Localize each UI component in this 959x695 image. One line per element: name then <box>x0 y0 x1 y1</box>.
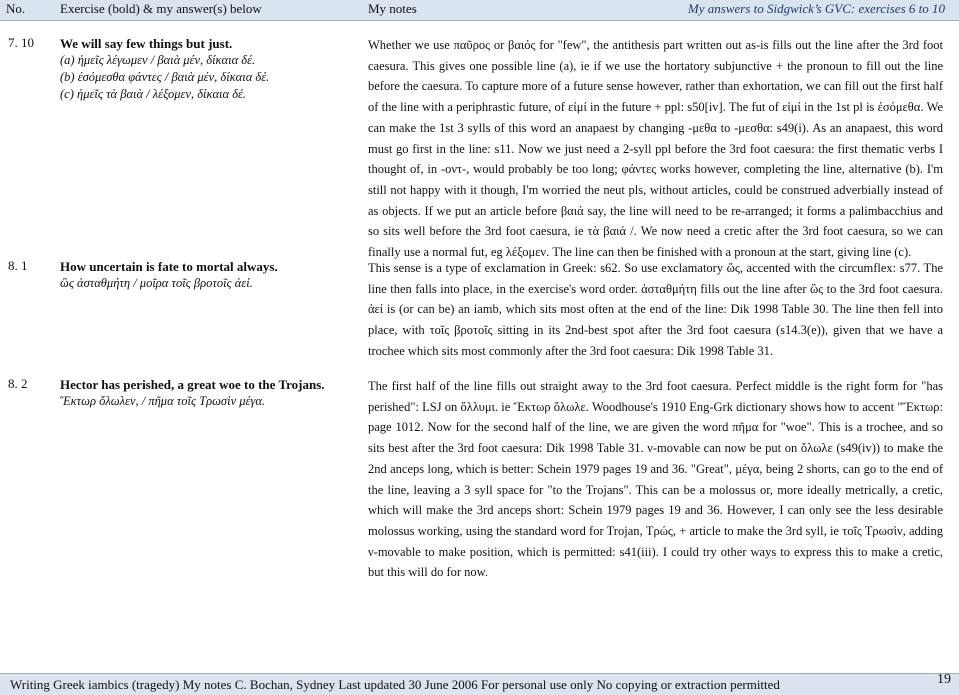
exercise-notes: The first half of the line fills out straight away to the 3rd foot caesura. Perfect middle is the right form for "has perished": LSJ on ὄλλυμι. ie Ἕκτωρ ὄλωλε. Woodhouse's 1910 Eng-Grk dictionary shows how to accent "Ἕκτωρ: page 1012. Now for the second half of the line, we are given the word πῆμα for "woe". This is a trochee, and so sits best after the 3rd foot caesura: Dik 1998 Table 31. ν-movable can now be put on ὄλωλε (s49(iv)) to make the 2nd anceps long, which is better: Schein 1979 pages 19 and 36. "Great", μέγα, being 2 shorts, can go to the end of the line, leaving a 3 syll space for "to the Trojans". This can be a molossus or, more ideally metrically, a cretic, which will make the 3rd anceps short: Schein 1979 pages 19 and 36. However, I can only see the less desirable molossus working, using the standard word for Trojan, Τρώς, + article to make the 3rd syll, ie τοῖς Τρωσὶν, adding ν-movable to make position, which is permitted: s41(iii). I could try other ways to express this to make a cretic, but this will do for now. <box>368 379 943 580</box>
exercise-number: 7. 10 <box>8 35 34 50</box>
answer-c: (c) ἡμεῖς τὰ βαιὰ / λέξομεν, δίκαια δέ. <box>60 87 247 101</box>
exercise-question: Hector has perished, a great woe to the Trojans. <box>60 377 325 392</box>
answer-a: ὣς ἀσταθμήτη / μοῖρα τοῖς βροτοῖς ἀεί. <box>60 276 253 290</box>
page-number: 19 <box>937 672 951 687</box>
footer-text: Writing Greek iambics (tragedy) My notes C. Bochan, Sydney Last updated 30 June 2006 For personal use only No copying or extraction permitted <box>10 677 780 692</box>
header-answers: My answers to Sidgwick’s GVC: exercises 6 to 10 <box>687 1 945 16</box>
exercise-answers <box>60 258 350 292</box>
exercise-notes: This sense is a type of exclamation in Greek: s62. So use exclamatory ὥς, accented with the circumflex: s77. The line then falls into place, in the exercise's word order. ἀσταθμήτη fills out the line after ὣς to the 3rd foot caesura. ἀεί is (or can be) an iamb, which sits most often at the end of the line: Dik 1998 Table 30. The line then fell into place, with τοῖς βροτοῖς sitting in its 2nd-best spot after the 3rd foot caesura (s14.3(e)), given that we have a trochee which sits most commonly after the 3rd foot caesura: Dik 1998 Table 31. <box>368 261 943 358</box>
exercise-answers <box>60 376 350 410</box>
header-exercise: Exercise (bold) & my answer(s) below <box>60 1 262 16</box>
page-header <box>0 0 959 21</box>
answer-b: (b) ἐσόμεσθα φάντες / βαιὰ μέν, δίκαια δέ. <box>60 70 270 84</box>
answer-a: (a) ἡμεῖς λέγωμεν / βαιὰ μέν, δίκαια δέ. <box>60 53 256 67</box>
answer-a: Ἕκτωρ ὄλωλεν, / πῆμα τοῖς Τρωσὶν μέγα. <box>60 394 266 408</box>
header-no: No. <box>6 1 26 16</box>
exercise-number: 8. 1 <box>8 258 28 273</box>
header-notes: My notes <box>368 1 417 16</box>
exercise-question: How uncertain is fate to mortal always. <box>60 259 278 274</box>
exercise-notes: Whether we use παῦρος or βαιός for "few", the antithesis part written out as-is fills out the line after the 3rd foot caesura. This gives one possible line (a), ie if we use the hortatory subjunctive + the pronoun to fill out the line before the caesura. To capture more of a future sense however, rather than exhortation, we can fill out the first half of the line with a periphrastic future, of εἰμί in the future + ppl: s50[iv]. The fut of εἰμί in the 1st pl is ἐσόμεθα. We can make the 1st 3 sylls of this word an anapaest by changing -μεθα to -μεσθα: s49(i). As an anapaest, this word must go first in the line: s11. Now we just need a 2-syll ppl before the 3rd foot caesura: the first thematic verbs I thought of, in -οντ-, would probably be too long; φάντες works however, completing the line, alternative (b). I'm still not happy with it though, I'm worried the neut pls, without articles, could be construed adverbially instead of as objects. If we put an article before βαιά say, the line will need to be re-arranged; it forms a palimbacchius and so sits well before the 3rd foot caesura, ie τὰ βαιά /. We now need a cretic after the 3rd foot caesura, so we can finally use a normal fut, eg λέξομεν. The line can then be finished with a pronoun at the start, giving line (c). <box>368 38 943 260</box>
exercise-number: 8. 2 <box>8 376 28 391</box>
page-footer <box>0 673 959 695</box>
exercise-question: We will say few things but just. <box>60 36 233 51</box>
exercise-answers <box>60 35 350 103</box>
